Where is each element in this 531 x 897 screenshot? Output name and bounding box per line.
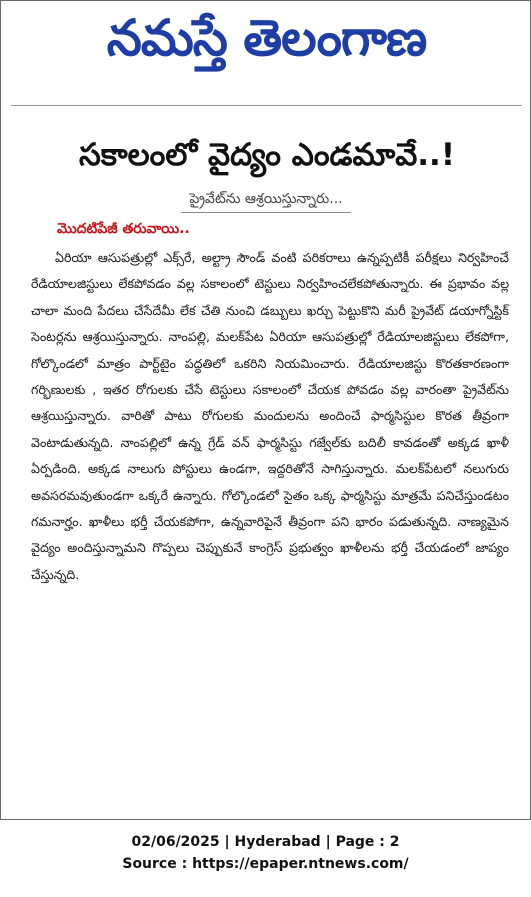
source-line: Source : https://epaper.ntnews.com/ (122, 856, 409, 872)
article-subhead: ప్రైవేట్‌ను ఆశ్రయిస్తున్నారు... (181, 186, 351, 213)
newspaper-masthead: నమస్తే తెలంగాణ (106, 9, 427, 67)
continuation-kicker: మొదటిపేజీ తరువాయి.. (57, 221, 190, 237)
masthead-divider (11, 105, 522, 106)
clipping-footer (0, 831, 531, 875)
dateline: 02/06/2025 | Hyderabad | Page : 2 (131, 834, 400, 850)
article-headline: సకాలంలో వైద్యం ఎండమావే..! (79, 137, 455, 173)
article-paragraph: ఏరియా ఆసుపత్రుల్లో ఎక్స్‌రే, అల్ట్రా సౌండ్ వంటి పరికరాలు ఉన్నప్పటికీ పరీక్షలు నిర్వహించే రేడియాలజిస్టులు లేకపోవడం వల్ల సకాలంలో టెస్టులు నిర్వహించలేకపోతున్నారు. ఈ ప్రభావం వల్ల చాలా మంది పేదలు చేసేదేమీ లేక చేతి నుంచి డబ్బులు ఖర్చు పెట్టుకొని మరీ ప్రైవేట్ డయాగ్నోస్టిక్ సెంటర్లను ఆశ్రయిస్తున్నారు. నాంపల్లి, మలక్‌పేట ఏరియా ఆసుపత్రుల్లో రేడియాలజిస్టులు లేకపోగా, గోల్కొండలో మాత్రం పార్ట్‌టైం పద్ధతిలో ఒకరిని నియమించారు. రేడియాలజిస్టు కొరతకారణంగా గర్భిణులకు , ఇతర రోగులకు చేసే టెస్టులు సకాలంలో చేయక పోవడం వల్ల వారంతా ప్రైవేట్‌ను ఆశ్రయిస్తున్నారు. వారితో పాటు రోగులకు మందులను అందించే ఫార్మసిస్టుల కొరత తీవ్రంగా వెంటాడుతున్నది. నాంపల్లిలో ఉన్న గ్రేడ్ వన్ ఫార్మసిస్టు గజ్వేల్‌కు బదిలీ కావడంతో అక్కడ ఖాళీ ఏర్పడింది. అక్కడ నాలుగు పోస్టులు ఉండగా, ఇద్దరితోనే సాగిస్తున్నారు. మలక్‌పేటలో నలుగురు అవసరమవుతుండగా ఒక్కరే ఉన్నారు. గోల్కొండలో సైతం ఒక్క ఫార్మసిస్టు మాత్రమే పనిచేస్తుండటం గమనార్హం. ఖాళీలు భర్తీ చేయకపోగా, ఉన్నవారిపైనే తీవ్రంగా పని భారం పడుతున్నది. నాణ్యమైన వైద్యం అందిస్తున్నామని గొప్పలు చెప్పుకునే కాంగ్రెస్ ప్రభుత్వం ఖాళీలను భర్తీ చేయడంలో జాప్యం చేస్తున్నది. (31, 250, 509, 582)
article-body (31, 245, 509, 588)
